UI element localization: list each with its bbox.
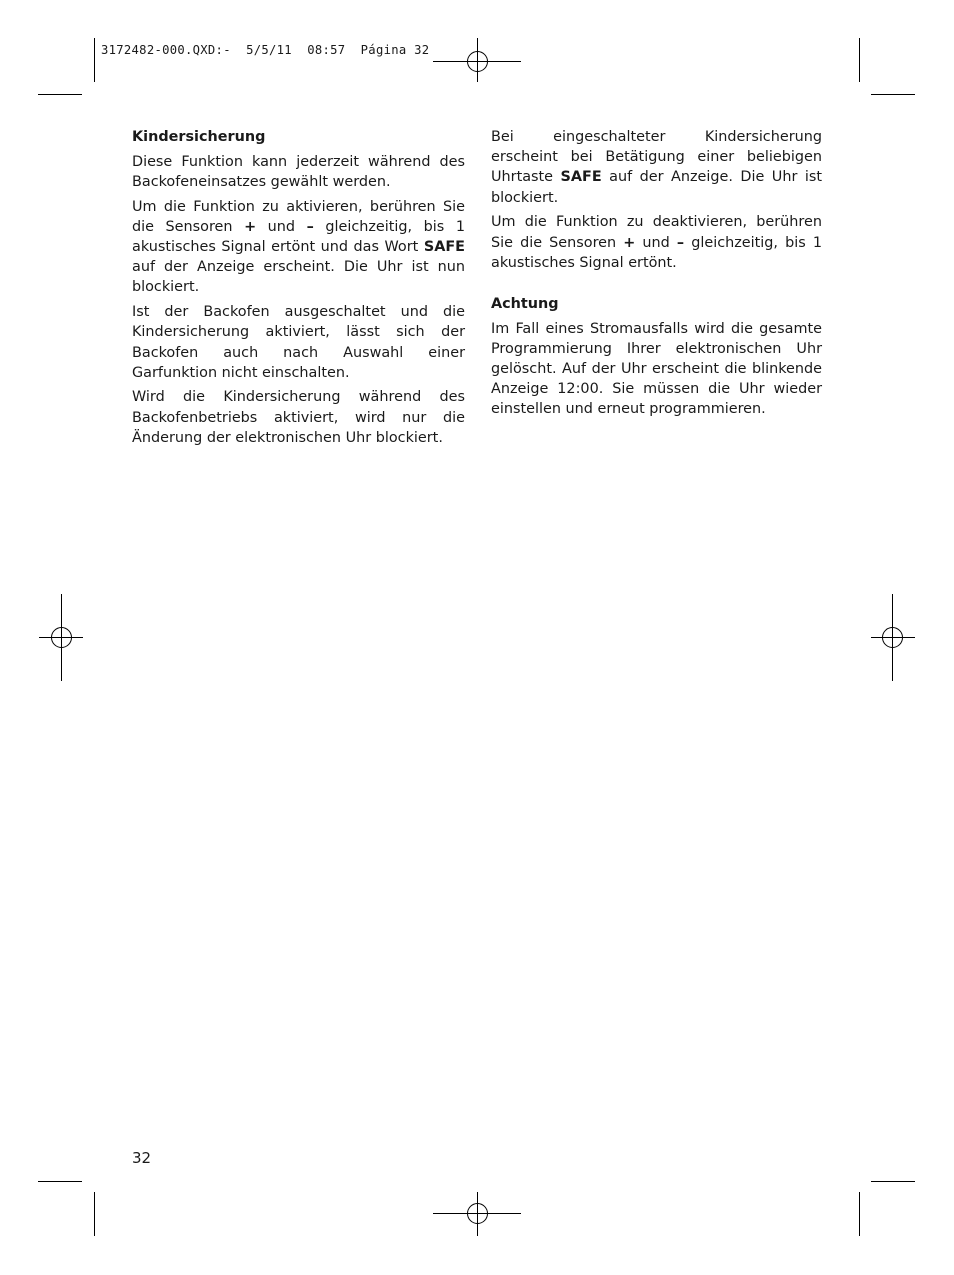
text-segment: Bei eingeschalteter Kindersicherung erscheint bei Betätigung einer beliebigen Uhrtaste bbox=[491, 129, 822, 186]
heading-achtung: Achtung bbox=[491, 295, 559, 312]
text-segment: gleichzeitig, bis 1 akustisches Signal ertönt und das Wort bbox=[132, 218, 465, 256]
plus-sensor-symbol: + bbox=[244, 218, 257, 235]
registration-target-left bbox=[39, 594, 83, 681]
minus-sensor-symbol: – bbox=[676, 234, 685, 251]
page-number: 32 bbox=[132, 1149, 152, 1167]
text-segment: auf der Anzeige erscheint. Die Uhr ist nun blockiert. bbox=[132, 259, 465, 296]
paragraph-function-select: Diese Funktion kann jederzeit während des Backofeneinsatzes gewählt werden. bbox=[132, 153, 465, 190]
paragraph-oven-off: Ist der Backofen ausgeschaltet und die Kindersicherung aktiviert, lässt sich der Backofen auch nach Auswahl einer Garfunktion nicht einschalten. bbox=[132, 304, 465, 381]
paragraph-oven-running: Wird die Kindersicherung während des Backofenbetriebs aktiviert, wird nur die Änderung der elektronischen Uhr blockiert. bbox=[132, 389, 465, 446]
text-segment: gleichzeitig, bis 1 akustisches Signal ertönt. bbox=[491, 234, 822, 271]
registration-target-top bbox=[433, 38, 521, 82]
text-segment: Um die Funktion zu aktivieren, berühren Sie die Sensoren bbox=[132, 198, 465, 235]
right-column bbox=[491, 127, 822, 424]
registration-target-bottom bbox=[433, 1192, 521, 1236]
safe-word: SAFE bbox=[560, 169, 602, 186]
left-column bbox=[132, 127, 465, 453]
paragraph-lock-display bbox=[491, 127, 822, 208]
paragraph-power-failure: Im Fall eines Stromausfalls wird die gesamte Programmierung Ihrer elektronischen Uhr gelöscht. Auf der Uhr erscheint die blinkende Anzeige 12:00. Sie müssen die Uhr wieder einstellen und erneut programmieren. bbox=[491, 320, 822, 418]
safe-word: SAFE bbox=[423, 239, 465, 256]
heading-kindersicherung: Kindersicherung bbox=[132, 129, 266, 145]
paragraph-deactivate bbox=[491, 212, 822, 273]
minus-sensor-symbol: – bbox=[306, 218, 314, 235]
text-segment: Um die Funktion zu deaktivieren, berühren Sie die Sensoren bbox=[491, 214, 822, 251]
text-segment: und bbox=[635, 234, 677, 251]
text-segment: auf der Anzeige. Die Uhr ist blockiert. bbox=[491, 169, 822, 206]
text-segment: und bbox=[256, 218, 307, 235]
registration-target-right bbox=[871, 594, 915, 681]
plus-sensor-symbol: + bbox=[623, 234, 636, 251]
paragraph-activate bbox=[132, 197, 465, 298]
slug-line: 3172482-000.QXD:- 5/5/11 08:57 Página 32 bbox=[101, 43, 430, 57]
